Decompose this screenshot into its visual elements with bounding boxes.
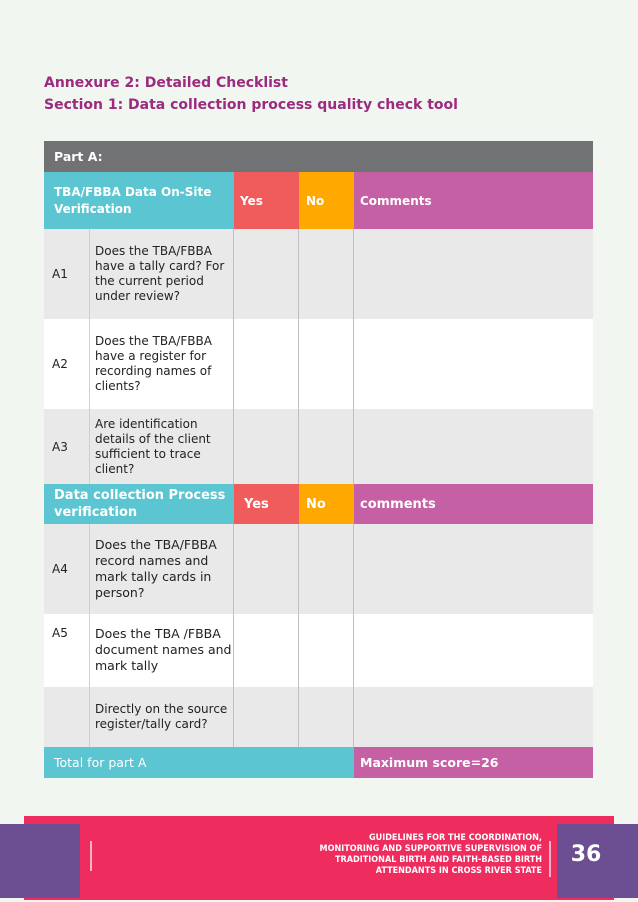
comments-cell[interactable]: [354, 229, 593, 319]
maximum-score: Maximum score=26: [354, 747, 593, 778]
row-id: A3: [44, 409, 90, 484]
checklist-table: [44, 141, 593, 778]
footer-line: GUIDELINES FOR THE COORDINATION,: [368, 833, 542, 843]
row-question: Does the TBA/FBBA record names and mark tally cards in person?: [90, 524, 234, 614]
yes-cell[interactable]: [234, 319, 299, 409]
header-yes: Yes: [234, 172, 299, 229]
row-id: [44, 687, 90, 747]
table-header-onsite: [44, 172, 593, 229]
yes-cell[interactable]: [234, 687, 299, 747]
row-id: A2: [44, 319, 90, 409]
header-yes: Yes: [234, 484, 299, 524]
footer-line: ATTENDANTS IN CROSS RIVER STATE: [375, 866, 542, 876]
page-headings: [44, 72, 458, 116]
header-comments: Comments: [354, 172, 593, 229]
row-id: A4: [44, 524, 90, 614]
header-title: Data collection Process verification: [44, 484, 234, 524]
row-id: A5: [44, 614, 90, 687]
footer-left-block: [0, 824, 80, 898]
row-question: Does the TBA/FBBA have a register for recording names of clients?: [90, 319, 234, 409]
comments-cell[interactable]: [354, 614, 593, 687]
no-cell[interactable]: [299, 687, 354, 747]
no-cell[interactable]: [299, 409, 354, 484]
section-title: Section 1: Data collection process quality check tool: [44, 97, 458, 113]
part-a-label: Part A:: [44, 141, 593, 172]
table-row: [44, 319, 593, 409]
yes-cell[interactable]: [234, 614, 299, 687]
footer-guideline-title: [282, 833, 542, 877]
table-row: [44, 687, 593, 747]
comments-cell[interactable]: [354, 524, 593, 614]
page-number: 36: [570, 842, 602, 867]
annexure-title: Annexure 2: Detailed Checklist: [44, 75, 288, 91]
no-cell[interactable]: [299, 319, 354, 409]
table-header-process: [44, 484, 593, 524]
no-cell[interactable]: [299, 229, 354, 319]
table-row: [44, 524, 593, 614]
header-no: No: [299, 172, 354, 229]
comments-cell[interactable]: [354, 319, 593, 409]
row-question: Are identification details of the client sufficient to trace client?: [90, 409, 234, 484]
footer-divider-left: [90, 841, 92, 871]
total-row: [44, 747, 593, 778]
header-title: TBA/FBBA Data On-Site Verification: [44, 172, 234, 229]
header-no: No: [299, 484, 354, 524]
header-comments: comments: [354, 484, 593, 524]
comments-cell[interactable]: [354, 687, 593, 747]
table-row: [44, 409, 593, 484]
footer-line: TRADITIONAL BIRTH AND FAITH-BASED BIRTH: [335, 855, 542, 865]
total-label: Total for part A: [44, 747, 354, 778]
footer-line: MONITORING AND SUPPORTIVE SUPERVISION OF: [319, 844, 542, 854]
row-id: A1: [44, 229, 90, 319]
footer-divider-right: [549, 841, 551, 877]
no-cell[interactable]: [299, 524, 354, 614]
table-row: [44, 229, 593, 319]
table-row: [44, 614, 593, 687]
comments-cell[interactable]: [354, 409, 593, 484]
row-question: Does the TBA/FBBA have a tally card? For the current period under review?: [90, 229, 234, 319]
yes-cell[interactable]: [234, 229, 299, 319]
yes-cell[interactable]: [234, 409, 299, 484]
no-cell[interactable]: [299, 614, 354, 687]
page-footer: [0, 816, 638, 902]
row-question: Directly on the source register/tally card?: [90, 687, 234, 747]
row-question: Does the TBA /FBBA document names and mark tally: [90, 614, 234, 687]
yes-cell[interactable]: [234, 524, 299, 614]
